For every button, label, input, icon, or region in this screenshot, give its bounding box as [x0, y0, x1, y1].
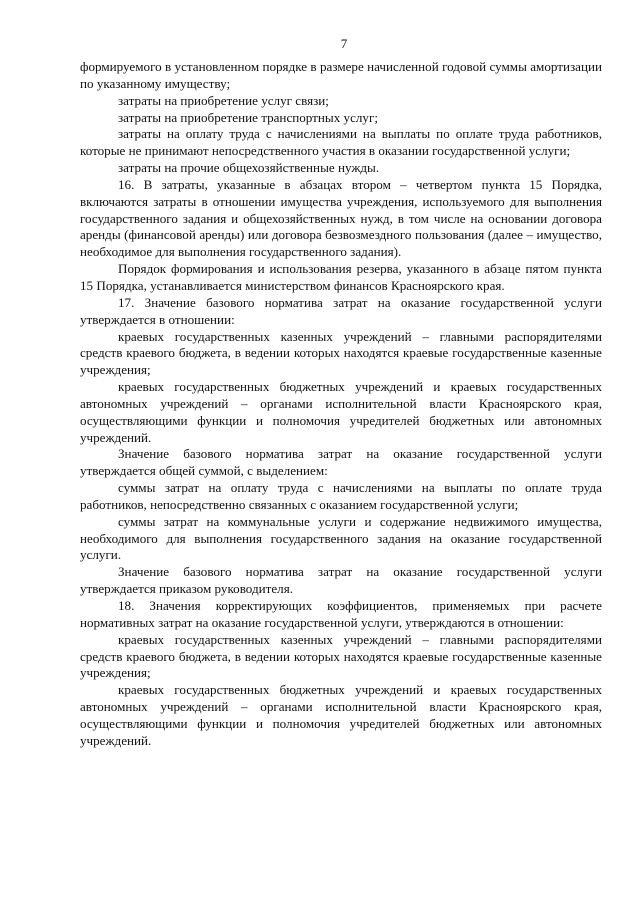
- paragraph: суммы затрат на коммунальные услуги и содержание недвижимого имущества, необходимого для выполнения государственного задания на оказание государственной услуги.: [80, 513, 602, 563]
- paragraph-item-18: 18. Значения корректирующих коэффициентов, применяемых при расчете нормативных затрат на оказание государственной услуги, утверждаются в отношении:: [80, 598, 602, 630]
- paragraph: Порядок формирования и использования резерва, указанного в абзаце пятом пункта 15 Порядка, устанавливается министерством финансов Красноярского края.: [80, 261, 602, 293]
- paragraph: затраты на оплату труда с начислениями на выплаты по оплате труда работников, которые не принимают непосредственного участия в оказании государственной услуги;: [80, 126, 602, 159]
- paragraph: затраты на приобретение транспортных услуг;: [118, 109, 378, 125]
- paragraph-continuation: формируемого в установленном порядке в размере начисленной годовой суммы амортизации по указанному имуществу;: [80, 59, 602, 91]
- paragraph: суммы затрат на оплату труда с начислениями на выплаты по оплате труда работников, непосредственно связанных с оказанием государственной услуги;: [80, 480, 602, 512]
- paragraph: затраты на прочие общехозяйственные нужды.: [118, 160, 380, 176]
- document-body: [80, 59, 602, 750]
- paragraph: затраты на приобретение услуг связи;: [118, 92, 329, 108]
- paragraph: краевых государственных казенных учреждений – главными распорядителями средств краевого бюджета, в ведении которых находятся краевые государственные казенные учреждения;: [80, 631, 602, 681]
- paragraph: краевых государственных бюджетных учреждений и краевых государственных автономных учреждений – органами исполнительной власти Красноярского края, осуществляющими функции и полномочия учредителей бюджетных или автономных учреждений.: [80, 682, 602, 748]
- paragraph-item-17: 17. Значение базового норматива затрат на оказание государственной услуги утверждается в отношении:: [80, 294, 602, 327]
- paragraph: Значение базового норматива затрат на оказание государственной услуги утверждается приказом руководителя.: [80, 564, 602, 597]
- paragraph: Значение базового норматива затрат на оказание государственной услуги утверждается общей суммой, с выделением:: [80, 446, 602, 479]
- page-number: 7: [340, 36, 348, 51]
- paragraph: краевых государственных бюджетных учреждений и краевых государственных автономных учреждений – органами исполнительной власти Красноярского края, осуществляющими функции и полномочия учредителей бюджетных или автономных учреждений.: [80, 379, 602, 445]
- paragraph: краевых государственных казенных учреждений – главными распорядителями средств краевого бюджета, в ведении которых находятся краевые государственные казенные учреждения;: [80, 328, 602, 378]
- paragraph-item-16: 16. В затраты, указанные в абзацах втором – четвертом пункта 15 Порядка, включаются затраты в отношении имущества учреждения, используемого для выполнения государственного задания и общехозяйственных нужд, в том числе на основании договора аренды (финансовой аренды) или договора безвозмездного пользования (далее – имущество, необходимое для выполнения государственного задания).: [80, 176, 602, 260]
